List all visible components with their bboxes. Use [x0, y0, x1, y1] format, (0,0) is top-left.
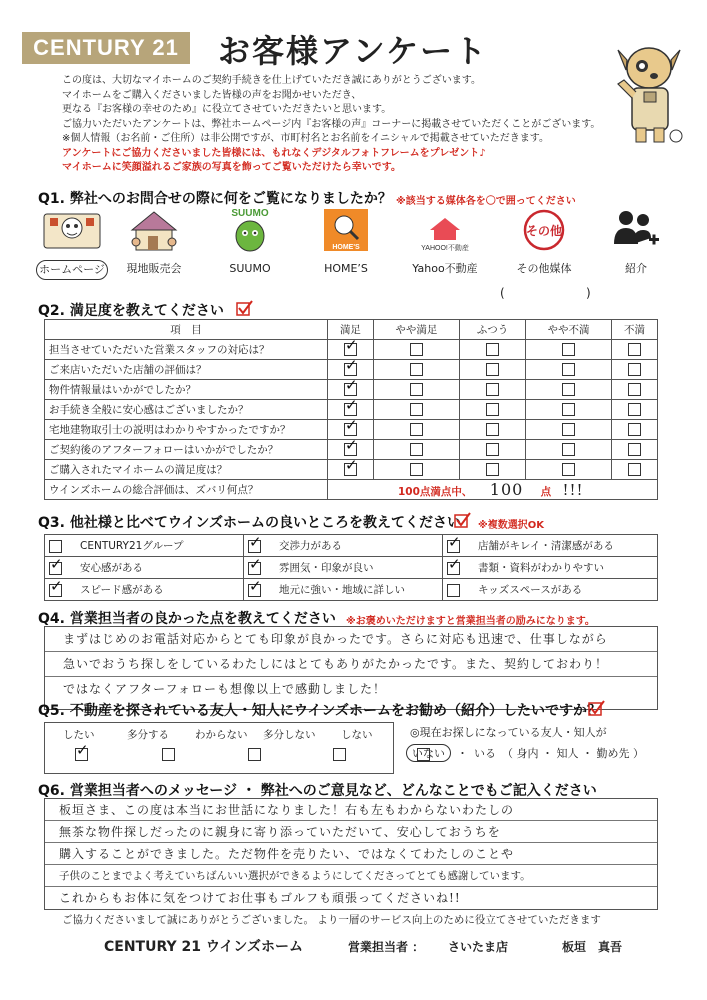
q2-checkbox[interactable]: [562, 403, 575, 416]
answer-sep: ・: [457, 747, 468, 760]
q5-checkbox[interactable]: [248, 748, 261, 761]
q3-option[interactable]: [443, 557, 658, 579]
media-label-homepage: ホームページ: [36, 260, 108, 280]
q3-checkbox-checked[interactable]: [49, 584, 62, 597]
q3-option[interactable]: [244, 579, 443, 601]
q2-row-label: 担当させていただいた営業スタッフの対応は？: [45, 340, 328, 360]
q6-answer-line: 無茶な物件探しだったのに親身に寄り添っていただいて、安心しておうちを: [45, 821, 657, 843]
q3-row: [45, 535, 658, 557]
other-media-stamp-icon: [504, 208, 584, 252]
intro-line: ※個人情報（お名前・ご住所）は非公開ですが、市町村名とお名前をイニシャルで掲載させていただきます。: [62, 133, 549, 144]
q5-option-label: したい: [63, 729, 95, 741]
q3-option[interactable]: [244, 535, 443, 557]
q2-checkbox[interactable]: [410, 343, 423, 356]
q4-title: Q4. 営業担当者の良かった点を教えてください: [38, 611, 336, 627]
q2-checkbox[interactable]: [486, 363, 499, 376]
media-option-yahoo[interactable]: [400, 208, 490, 278]
q2-header-col: やや不満: [525, 320, 611, 340]
suumo-logo-text: SUUMO: [231, 208, 269, 219]
q2-checkbox[interactable]: [628, 343, 641, 356]
media-option-other[interactable]: [504, 208, 584, 278]
q1-note: ※該当する媒体各を〇で囲ってください: [396, 196, 576, 207]
intro-line: ご協力いただいたアンケートは、弊社ホームページ内『お客様の声』コーナーに掲載させていただくことがございます。: [62, 118, 601, 130]
q2-row-label: お手続き全般に安心感はございましたか？: [45, 400, 328, 420]
q3-title: Q3. 他社様と比べてウインズホームの良いところを教えてください: [38, 515, 461, 531]
q2-checkbox-checked[interactable]: [344, 423, 357, 436]
yahoo-logo-text: YAHOO!不動産: [421, 245, 469, 252]
q4-answer-line: ではなくアフターフォローも想像以上で感動しました！: [63, 682, 386, 696]
q2-checkbox[interactable]: [486, 403, 499, 416]
q2-row-label: 物件情報量はいかがでしたか？: [45, 380, 328, 400]
q5-title: Q5. 不動産を探されている友人・知人にウインズホームをお勧め（紹介）したいですか？: [38, 703, 601, 719]
q2-checkbox[interactable]: [410, 423, 423, 436]
q5-option-label: 多分しない: [263, 729, 316, 741]
intro-line: マイホームをご購入くださいました皆様の声をお聞かせいただき、: [62, 89, 362, 101]
media-option-homes[interactable]: [310, 208, 382, 278]
q6-answer-line: 板垣さま、この度は本当にお世話になりました！右も左もわからないわたしの: [45, 799, 657, 821]
q3-option-label: 店舗がキレイ・清潔感がある: [478, 540, 614, 552]
q5-current-label: ◎現在お探しになっている友人・知人が: [410, 726, 607, 739]
media-label-open-house: 現地販売会: [126, 262, 182, 275]
score-prefix: 100点満点中、: [398, 486, 473, 498]
q2-checkbox[interactable]: [628, 423, 641, 436]
intro-line: 更なる『お客様の幸せのため』に役立てさせていただきたいと思います。: [62, 104, 392, 115]
q5-option-label: わからない: [195, 729, 248, 741]
q2-checkbox[interactable]: [562, 423, 575, 436]
q2-checkbox[interactable]: [562, 463, 575, 476]
media-label-yahoo: Yahoo不動産: [412, 262, 478, 275]
footer-company: CENTURY 21 ウインズホーム: [104, 939, 304, 955]
q2-row-label: ご契約後のアフターフォローはいかがでしたか？: [45, 440, 328, 460]
intro-red-line: マイホームに笑顔溢れるご家族の写真を飾ってご覧いただけたら幸いです。: [62, 162, 401, 173]
other-stamp-text: その他: [525, 224, 563, 238]
q5-current-answer[interactable]: [406, 744, 644, 762]
q6-answer-line: 子供のことまでよく考えていちばんいい選択ができるようにしてくださってとても感謝しています。: [45, 865, 657, 887]
q2-checkbox[interactable]: [486, 423, 499, 436]
q3-checkbox-checked[interactable]: [447, 562, 460, 575]
q2-header-col: 満足: [328, 320, 374, 340]
intro-red-line: アンケートにご協力くださいました皆様には、もれなくデジタルフォトフレームをプレゼント♪: [62, 147, 486, 159]
q3-option-label: 交渉力がある: [279, 540, 342, 552]
q2-checkbox-checked[interactable]: [344, 443, 357, 456]
q2-checkbox-checked[interactable]: [344, 343, 357, 356]
q6-title: Q6. 営業担当者へのメッセージ ・ 弊社へのご意見など、どんなことでもご記入ください: [38, 783, 597, 799]
media-label-homes: HOME’S: [324, 262, 368, 275]
people-plus-icon: [600, 208, 672, 252]
q2-checkbox[interactable]: [562, 363, 575, 376]
q2-checkbox[interactable]: [410, 363, 423, 376]
footer-staff-label: 営業担当者 ：: [348, 940, 425, 954]
q2-checkbox[interactable]: [628, 363, 641, 376]
q3-note: ※複数選択OK: [478, 520, 544, 531]
q3-options-table: [44, 534, 658, 601]
q3-option[interactable]: [244, 557, 443, 579]
q2-header-col: 不満: [612, 320, 658, 340]
q3-checkbox-checked[interactable]: [248, 562, 261, 575]
q2-satisfaction-table: [44, 319, 658, 500]
q2-checkbox[interactable]: [562, 443, 575, 456]
media-label-referral: 紹介: [625, 262, 647, 275]
other-media-paren-close: ): [586, 286, 591, 300]
q2-red-check-icon: [236, 300, 254, 318]
q3-checkbox-checked[interactable]: [447, 540, 460, 553]
q2-checkbox-checked[interactable]: [344, 403, 357, 416]
score-value: 100: [489, 480, 524, 499]
score-extra: !!!: [562, 481, 584, 499]
q3-option[interactable]: [45, 579, 244, 601]
q2-row-label: ご購入されたマイホームの満足度は？: [45, 460, 328, 480]
q5-option-label: 多分する: [127, 729, 169, 741]
q6-answer-line: 購入することができました。ただ物件を売りたい、ではなくてわたしのことや: [45, 843, 657, 865]
q2-checkbox[interactable]: [410, 443, 423, 456]
q3-option-label: 安心感がある: [80, 562, 143, 574]
q2-checkbox[interactable]: [410, 463, 423, 476]
q2-checkbox[interactable]: [410, 383, 423, 396]
q3-option[interactable]: [45, 535, 244, 557]
media-label-suumo: SUUMO: [229, 262, 271, 275]
suumo-character-icon: [214, 208, 286, 252]
intro-text: [62, 74, 622, 176]
q5-red-check-icon: [588, 700, 606, 718]
q2-checkbox-checked[interactable]: [344, 463, 357, 476]
media-option-homepage[interactable]: [36, 208, 108, 280]
q6-answer-box[interactable]: [44, 798, 658, 910]
footer-staff-name: 板垣 真吾: [562, 940, 623, 954]
media-option-referral[interactable]: [600, 208, 672, 278]
footer-store: さいたま店: [448, 940, 509, 954]
q2-checkbox-checked[interactable]: [344, 363, 357, 376]
footer-thanks: ご協力くださいまして誠にありがとうございました。 より一層のサービス向上のために役立てさせていただきます: [62, 914, 601, 926]
q2-checkbox[interactable]: [486, 343, 499, 356]
q3-checkbox-checked[interactable]: [248, 540, 261, 553]
homepage-illustration-icon: [36, 208, 108, 252]
q2-row: [45, 460, 658, 480]
q2-checkbox[interactable]: [486, 443, 499, 456]
q3-option-label: 地元に強い・地域に詳しい: [279, 584, 405, 596]
q3-row: [45, 579, 658, 601]
q3-option[interactable]: [45, 557, 244, 579]
answer-no-circled: いない: [406, 744, 451, 762]
homes-logo-icon: [310, 208, 382, 252]
q3-row: [45, 557, 658, 579]
q2-row-label: ご来店いただいた店舗の評価は？: [45, 360, 328, 380]
q4-answer-box[interactable]: [44, 626, 658, 710]
dog-mascot-illustration: [604, 40, 694, 150]
q3-option-label: 雰囲気・印象が良い: [279, 562, 374, 574]
q1-title: Q1. 弊社へのお問合せの際に何をご覧になりましたか？: [38, 191, 392, 207]
q2-header-col: ふつう: [459, 320, 525, 340]
other-media-paren-open: (: [500, 286, 505, 300]
q2-header-item: 項 目: [45, 320, 328, 340]
q5-options-box: [44, 722, 394, 774]
q3-checkbox[interactable]: [49, 540, 62, 553]
century21-logo: CENTURY 21: [22, 32, 190, 64]
q3-option[interactable]: [443, 579, 658, 601]
media-option-suumo[interactable]: [214, 208, 286, 278]
answer-yes: いる: [474, 747, 496, 760]
q2-checkbox[interactable]: [562, 343, 575, 356]
intro-line: この度は、大切なマイホームのご契約手続きを仕上げていただき誠にありがとうございます。: [62, 75, 481, 86]
q2-checkbox[interactable]: [486, 463, 499, 476]
q2-checkbox[interactable]: [628, 403, 641, 416]
q4-answer-line: 急いでおうち探しをしているわたしにはとてもありがたかったです。また、契約しておわり！: [45, 652, 657, 677]
q4-note: ※お褒めいただけますと営業担当者の励みになります。: [346, 616, 595, 627]
q4-answer-line: まずはじめのお電話対応からとても印象が良かったです。さらに対応も迅速で、仕事しながら: [45, 627, 657, 652]
q5-checkbox-checked[interactable]: [75, 748, 88, 761]
q2-row-label: 宅地建物取引士の説明はわかりやすかったですか？: [45, 420, 328, 440]
q3-red-check-icon: [454, 512, 472, 530]
q3-option-label: キッズスペースがある: [478, 584, 583, 596]
media-option-open-house[interactable]: [118, 208, 190, 278]
page-title: お客様アンケート: [218, 32, 489, 70]
q3-option-label: スピード感がある: [80, 584, 164, 596]
q6-answer-line: これからもお体に気をつけてお仕事もゴルフも頑張ってくださいね!!: [59, 891, 461, 905]
q3-option[interactable]: [443, 535, 658, 557]
house-family-icon: [118, 208, 190, 252]
q3-checkbox-checked[interactable]: [49, 562, 62, 575]
q2-score-row: [45, 480, 658, 500]
q5-option-label: しない: [341, 729, 373, 741]
q2-title: Q2. 満足度を教えてください: [38, 303, 224, 319]
yahoo-fudosan-logo-icon: [400, 208, 490, 252]
q2-checkbox[interactable]: [628, 443, 641, 456]
answer-detail: （ 身内 ・ 知人 ・ 勤め先 ）: [502, 747, 644, 760]
q2-header-col: やや満足: [373, 320, 459, 340]
q2-score-answer[interactable]: [328, 480, 658, 500]
q3-checkbox[interactable]: [447, 584, 460, 597]
q3-checkbox-checked[interactable]: [248, 584, 261, 597]
q2-checkbox[interactable]: [410, 403, 423, 416]
media-label-other: その他媒体: [516, 262, 572, 275]
q2-checkbox[interactable]: [486, 383, 499, 396]
homes-logo-text: HOME'S: [332, 244, 360, 251]
q5-checkbox[interactable]: [333, 748, 346, 761]
q3-option-label: CENTURY21グループ: [80, 540, 184, 552]
score-suffix: 点: [540, 486, 552, 498]
q5-checkbox[interactable]: [162, 748, 175, 761]
q2-checkbox[interactable]: [628, 383, 641, 396]
q3-option-label: 書類・資料がわかりやすい: [478, 562, 604, 574]
q2-checkbox[interactable]: [562, 383, 575, 396]
q2-score-question: ウインズホームの総合評価は、ズバリ何点？: [45, 480, 328, 500]
q2-checkbox-checked[interactable]: [344, 383, 357, 396]
q2-checkbox[interactable]: [628, 463, 641, 476]
